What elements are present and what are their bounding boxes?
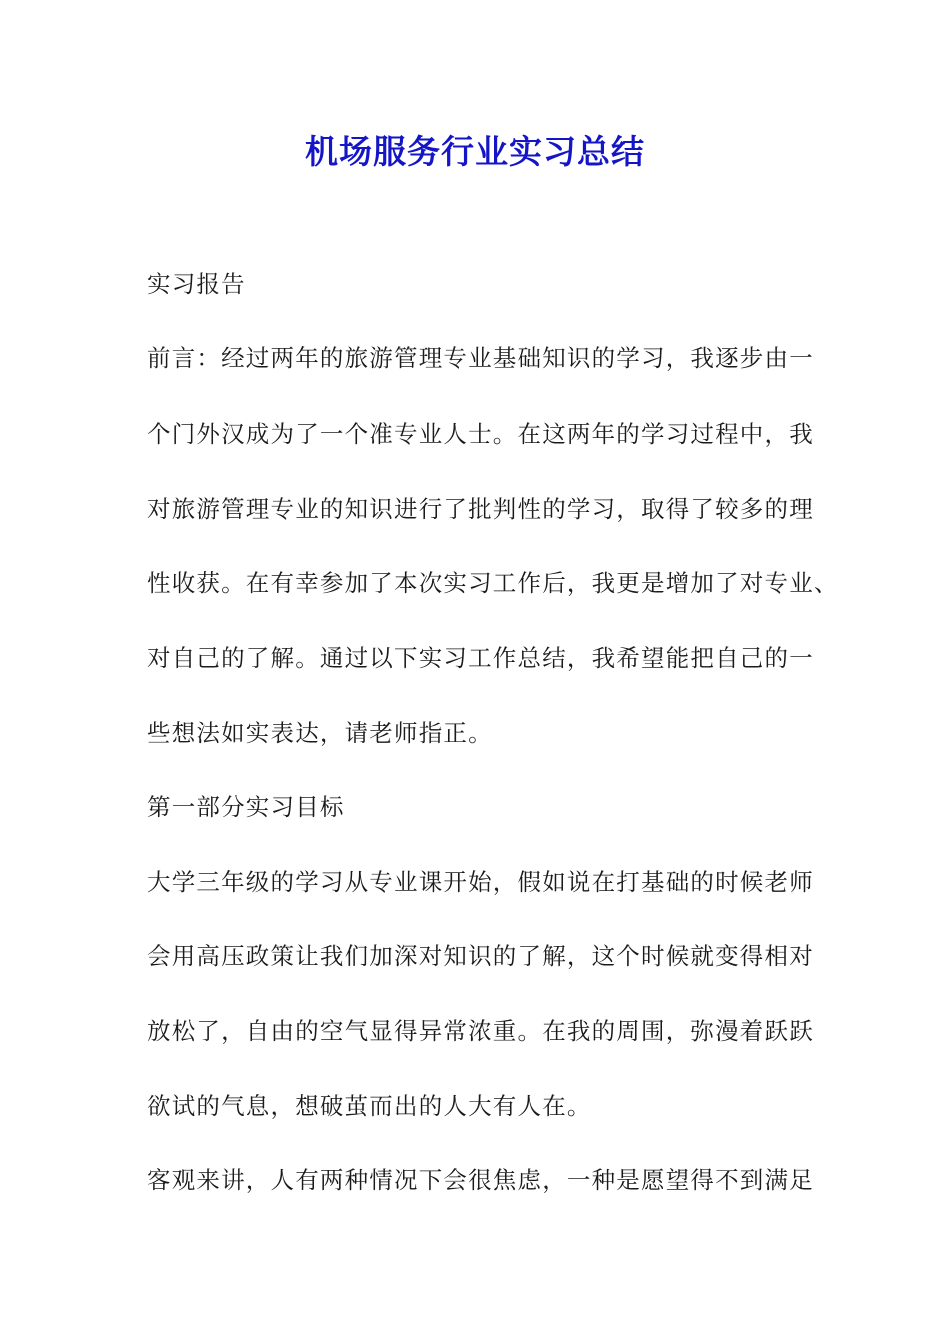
paragraph-line: 放松了，自由的空气显得异常浓重。在我的周围，弥漫着跃跃 — [147, 1017, 814, 1045]
section-heading-report: 实习报告 — [147, 270, 246, 298]
paragraph-line: 前言：经过两年的旅游管理专业基础知识的学习，我逐步由一 — [147, 344, 814, 372]
document-title: 机场服务行业实习总结 — [305, 132, 645, 171]
paragraph-line: 欲试的气息，想破茧而出的人大有人在。 — [147, 1092, 592, 1120]
paragraph-line: 个门外汉成为了一个准专业人士。在这两年的学习过程中，我 — [147, 420, 814, 448]
paragraph-line: 性收获。在有幸参加了本次实习工作后，我更是增加了对专业、 — [147, 569, 839, 597]
paragraph-line: 些想法如实表达，请老师指正。 — [147, 719, 493, 747]
paragraph-line: 大学三年级的学习从专业课开始，假如说在打基础的时候老师 — [147, 868, 814, 896]
section-heading-part-one: 第一部分实习目标 — [147, 793, 345, 821]
paragraph-line: 对自己的了解。通过以下实习工作总结，我希望能把自己的一 — [147, 644, 814, 672]
paragraph-line: 对旅游管理专业的知识进行了批判性的学习，取得了较多的理 — [147, 495, 814, 523]
paragraph-line: 客观来讲，人有两种情况下会很焦虑，一种是愿望得不到满足 — [147, 1166, 814, 1194]
paragraph-line: 会用高压政策让我们加深对知识的了解，这个时候就变得相对 — [147, 942, 814, 970]
